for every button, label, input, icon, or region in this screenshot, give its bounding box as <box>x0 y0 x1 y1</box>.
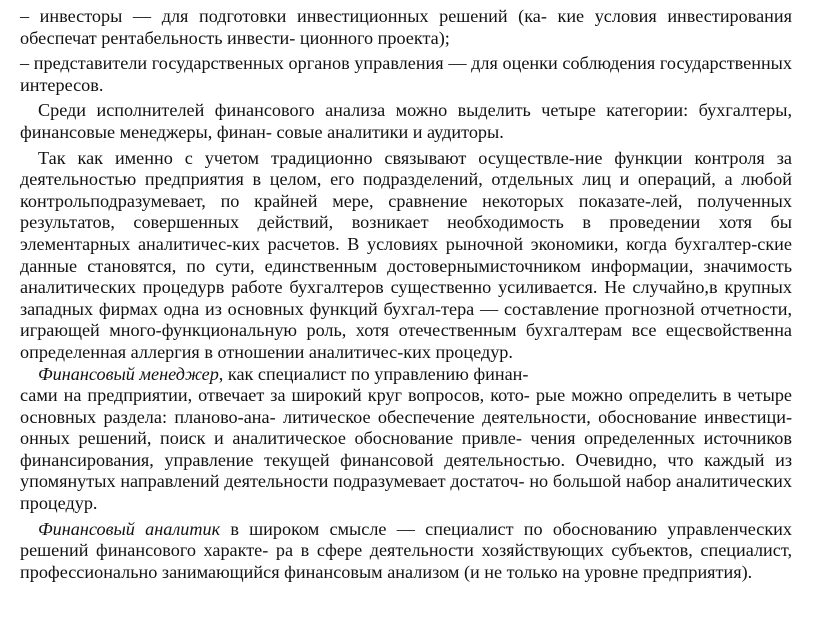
paragraph-financial-analyst <box>20 519 792 584</box>
paragraph-accountants: Так как именно с учетом традиционно связывают осуществле-ние функции контроля за деятельностью предприятия в целом, его подразделений, отдельных лиц и операций, а любой контрольподразумевает, по крайней мере, сравнение некоторых показате-лей, полученных результатов, совершенных действий, возникает необходимость в проведении хотя бы элементарных аналитичес-ких расчетов. В условиях рыночной экономики, когда бухгалтер-ские данные становятся, по сути, единственным достовернымисточником информации, значимость аналитических процедурв работе бухгалтеров существенно усиливается. Не случайно,в крупных западных фирмах одна из основных функций бухгал-тера — составление прогнозной отчетности, играющей много-функциональную роль, хотя отечественным бухгалтерам все ещесвойственна определенная аллергия в отношении аналитичес-ких процедур. <box>20 147 792 362</box>
document-page <box>20 6 792 583</box>
bullet-government-officials: – представители государственных органов управления — для оценки соблюдения государственных интересов. <box>20 53 792 95</box>
bullet-investors: – инвесторы — для подготовки инвестиционных решений (ка- кие условия инвестирования обеспечат рентабельность инвести- ционного проекта); <box>20 6 792 48</box>
financial-manager-first-line: , как специалист по управлению финан- <box>218 363 529 384</box>
paragraph-financial-manager-body: сами на предприятии, отвечает за широкий круг вопросов, кото- рые можно определить в четыре основных раздела: планово-ана- литическое обеспечение деятельности, обоснование инвестици- онных решений, поиск и аналитическое обоснование привле- чения определенных источников финансирования, управление текущей финансовой деятельностью. Очевидно, что каждый из упомянутых направлений деятельности подразумевает достаточ- но большой набор аналитических процедур. <box>20 385 792 514</box>
term-financial-analyst: Финансовый аналитик <box>38 518 221 539</box>
financial-analyst-definition: в широком смысле — специалист по обоснованию управленческих решений финансового характе- ра в сфере деятельности хозяйствующих субъектов, специалист, профессионально занимающийся финансовым анализом (и не только на уровне предприятия). <box>20 518 792 582</box>
term-financial-manager: Финансовый менеджер <box>38 363 219 384</box>
paragraph-analyst-categories: Среди исполнителей финансового анализа можно выделить четыре категории: бухгалтеры, финансовые менеджеры, финан- совые аналитики и аудиторы. <box>20 100 792 142</box>
paragraph-financial-manager-intro <box>20 364 792 386</box>
